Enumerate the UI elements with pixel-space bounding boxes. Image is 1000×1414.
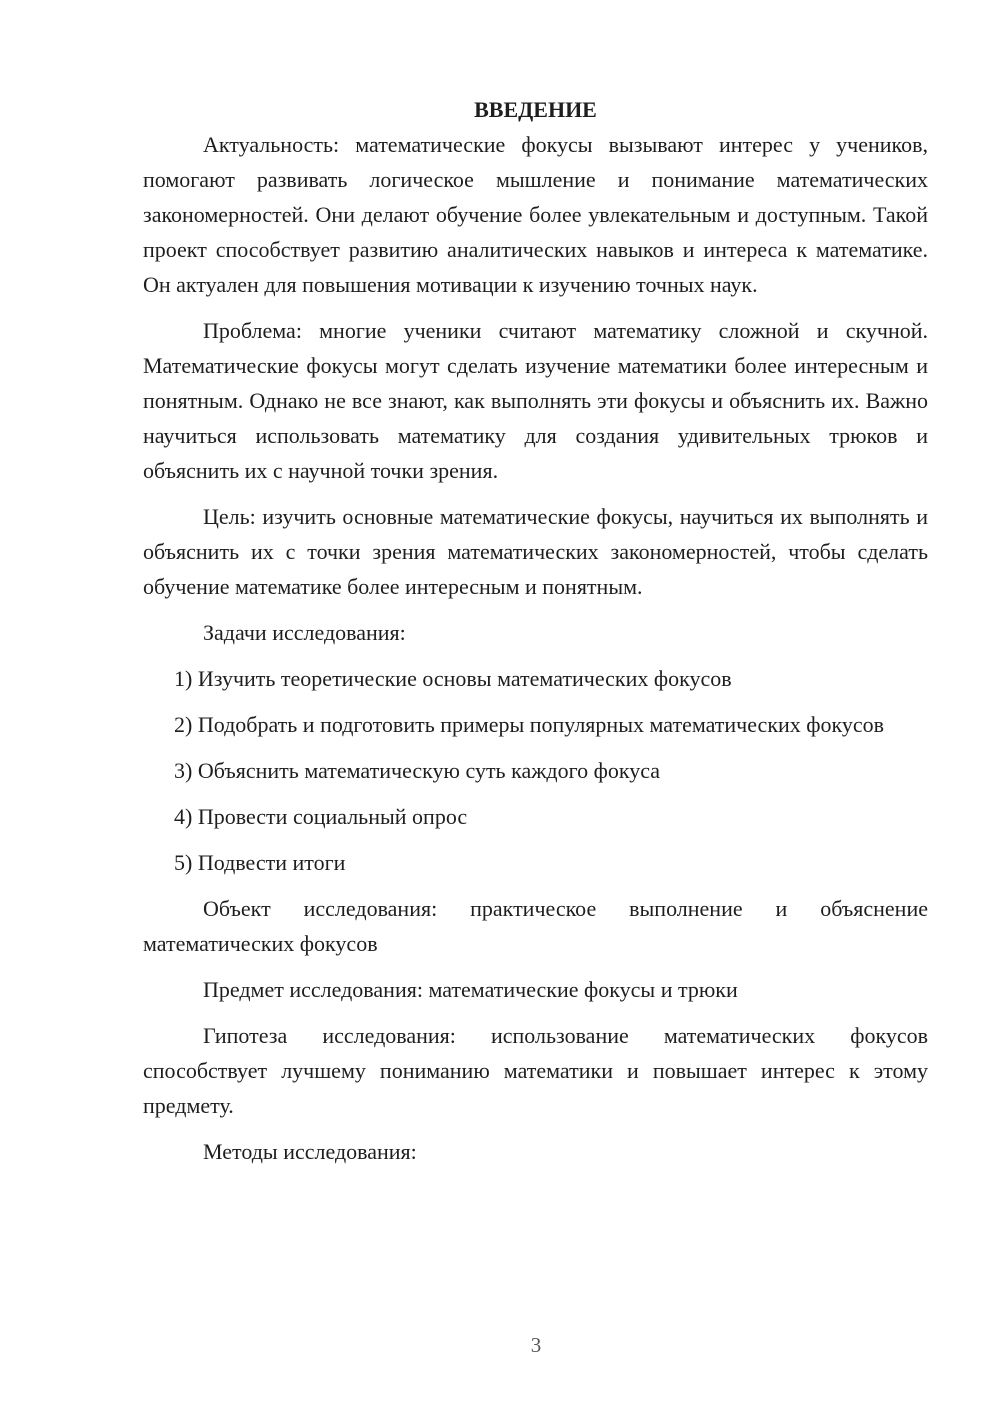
methods-title: Методы исследования: xyxy=(203,1139,417,1164)
task-item-1: 1) Изучить теоретические основы математических фокусов xyxy=(174,666,732,691)
page-content xyxy=(143,92,928,1169)
relevance-paragraph: Актуальность: математические фокусы вызывают интерес у учеников, помогают развивать логическое мышление и понимание математических закономерностей. Они делают обучение более увлекательным и доступным. Такой проект способствует развитию аналитических навыков и интереса к математике. Он актуален для повышения мотивации к изучению точных наук. xyxy=(143,132,928,297)
subject-paragraph: Предмет исследования: математические фокусы и трюки xyxy=(203,977,738,1002)
page-number: 3 xyxy=(530,1333,542,1357)
hypothesis-paragraph: Гипотеза исследования: использование математических фокусов способствует лучшему пониманию математики и повышает интерес к этому предмету. xyxy=(143,1023,928,1118)
tasks-title: Задачи исследования: xyxy=(203,620,406,645)
task-item-3: 3) Объяснить математическую суть каждого фокуса xyxy=(174,758,661,783)
task-item-5: 5) Подвести итоги xyxy=(174,850,346,875)
task-item-4: 4) Провести социальный опрос xyxy=(174,804,468,829)
task-item-2: 2) Подобрать и подготовить примеры популярных математических фокусов xyxy=(174,712,885,737)
section-heading: ВВЕДЕНИЕ xyxy=(474,97,597,122)
object-paragraph: Объект исследования: практическое выполнение и объяснение математических фокусов xyxy=(143,896,928,956)
goal-paragraph: Цель: изучить основные математические фокусы, научиться их выполнять и объяснить их с точки зрения математических закономерностей, чтобы сделать обучение математике более интересным и понятным. xyxy=(143,504,928,599)
problem-paragraph: Проблема: многие ученики считают математику сложной и скучной. Математические фокусы могут сделать изучение математики более интересным и понятным. Однако не все знают, как выполнять эти фокусы и объяснить их. Важно научиться использовать математику для создания удивительных трюков и объяснить их с научной точки зрения. xyxy=(143,318,928,483)
